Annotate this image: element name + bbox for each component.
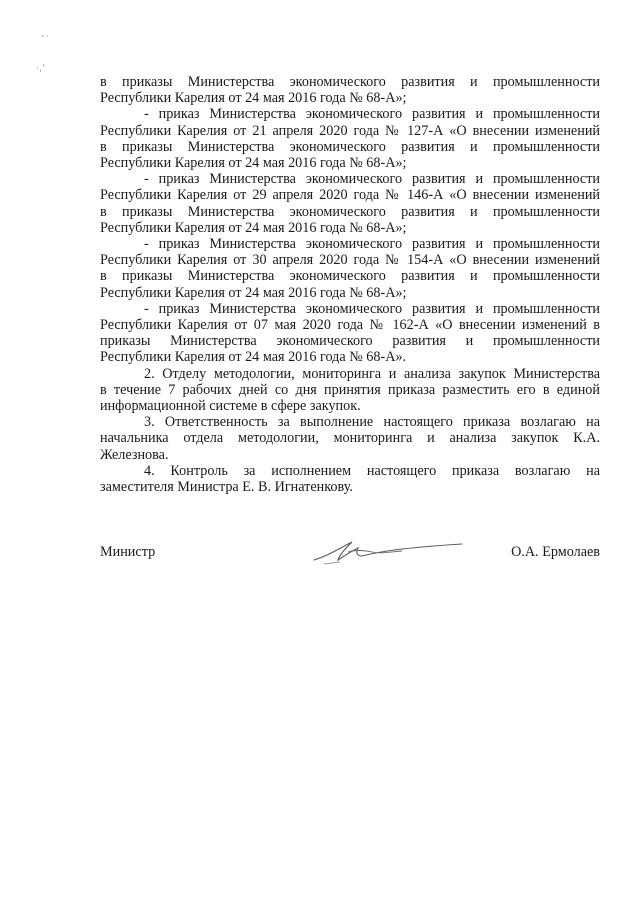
text-line: в приказы Министерства экономического развития и промышленности <box>100 74 600 90</box>
paragraph-order-127 <box>100 106 600 171</box>
text-line: 4. Контроль за исполнением настоящего приказа возлагаю на <box>144 462 600 479</box>
text-line: Республики Карелия от 21 апреля 2020 года № 127-А «О внесении изменений <box>100 122 600 139</box>
text-line: Республики Карелия от 29 апреля 2020 года № 146-А «О внесении изменений <box>100 187 600 204</box>
text-line: Республики Карелия от 24 мая 2016 года № 68-А»; <box>100 155 407 172</box>
text-line: Республики Карелия от 07 мая 2020 года № 162-А «О внесении изменений в <box>100 317 600 334</box>
text-line: заместителя Министра Е. В. Игнатенкову. <box>100 479 353 496</box>
text-line: - приказ Министерства экономического развития и промышленности <box>144 300 600 317</box>
paragraph-order-146 <box>100 171 600 236</box>
signature-block <box>100 542 600 572</box>
handwritten-signature <box>310 534 465 566</box>
text-line: - приказ Министерства экономического развития и промышленности <box>144 106 600 123</box>
text-line: информационной системе в сфере закупок. <box>100 398 361 415</box>
text-line: в приказы Министерства экономического развития и промышленности <box>100 138 600 155</box>
text-line: Железнова. <box>100 446 169 463</box>
text-line: - приказ Министерства экономического развития и промышленности <box>144 236 600 253</box>
text-line: Республики Карелия от 30 апреля 2020 года № 154-А «О внесении изменений <box>100 252 600 269</box>
text-line: начальника отдела методологии, мониторинга и анализа закупок К.А. <box>100 430 600 447</box>
text-line: в приказы Министерства экономического развития и промышленности <box>100 268 600 285</box>
text-line: в приказы Министерства экономического развития и промышленности <box>100 203 600 220</box>
text-line: 3. Ответственность за выполнение настоящего приказа возлагаю на <box>144 414 600 431</box>
signatory-name: О.А. Ермолаев <box>511 544 600 560</box>
text-line: - приказ Министерства экономического развития и промышленности <box>144 171 600 188</box>
paragraph-order-162 <box>100 301 600 366</box>
paragraph-item-3 <box>100 414 600 463</box>
text-line: приказы Министерства экономического развития и промышленности <box>100 333 600 350</box>
paragraph-continuation <box>100 74 600 106</box>
text-line: Республики Карелия от 24 мая 2016 года № 68-А»; <box>100 219 407 236</box>
text-line: Республики Карелия от 24 мая 2016 года № 68-А»; <box>100 90 407 107</box>
text-line: Республики Карелия от 24 мая 2016 года № 68-А»; <box>100 284 407 301</box>
text-line: Республики Карелия от 24 мая 2016 года № 68-А». <box>100 349 407 366</box>
paragraph-order-154 <box>100 236 600 301</box>
paragraph-item-2 <box>100 366 600 415</box>
text-line: 2. Отделу методологии, мониторинга и анализа закупок Министерства <box>144 365 600 382</box>
signatory-title: Министр <box>100 544 156 560</box>
document-body <box>100 74 600 495</box>
text-line: в течение 7 рабочих дней со дня принятия приказа разместить его в единой <box>100 381 600 398</box>
paragraph-item-4 <box>100 463 600 495</box>
